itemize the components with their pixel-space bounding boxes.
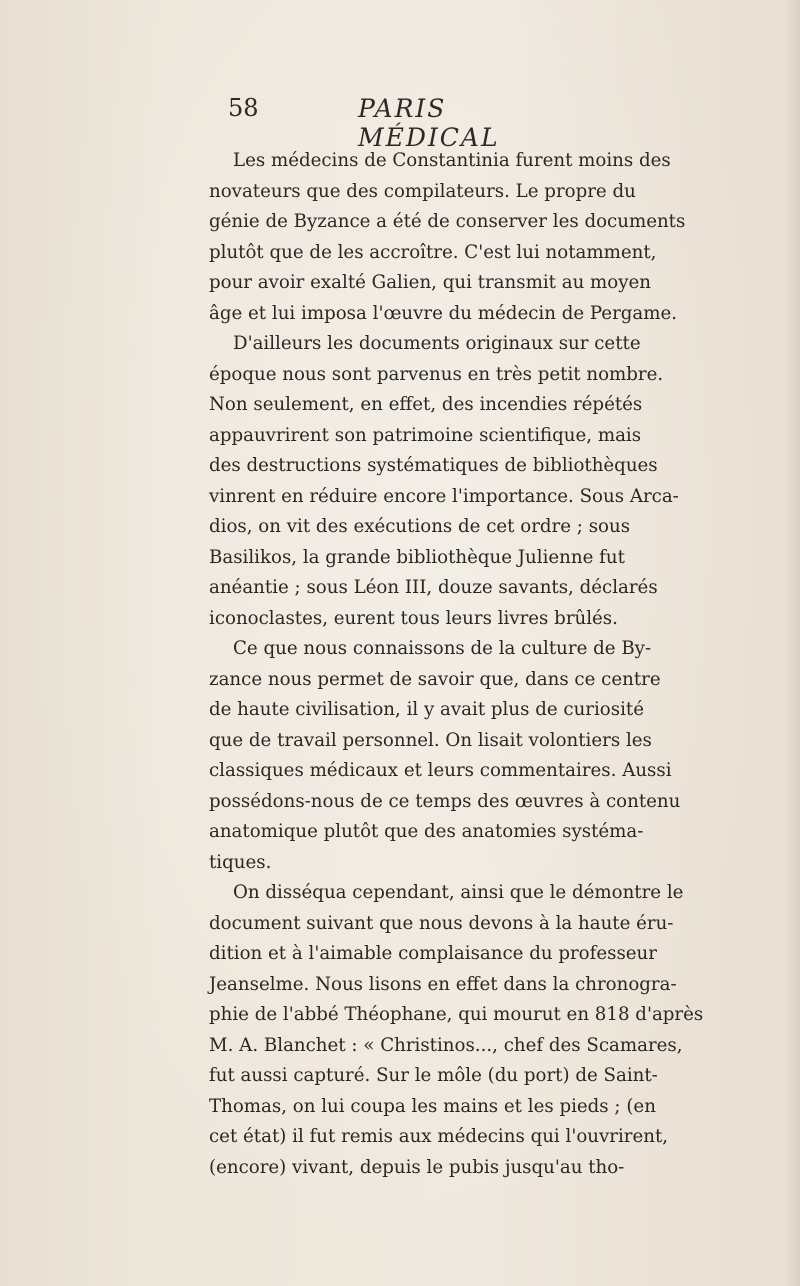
text-line: génie de Byzance a été de conserver les documents	[209, 211, 686, 232]
text-line: novateurs que des compilateurs. Le propre du	[209, 180, 636, 202]
text-line: dios, on vit des exécutions de cet ordre ; sous	[209, 516, 631, 537]
text-line: tiques.	[209, 851, 272, 873]
page-number: 58	[228, 94, 259, 122]
text-line: Basilikos, la grande bibliothèque Julienne fut	[209, 546, 625, 568]
running-head: PARIS MÉDICAL	[358, 94, 500, 152]
text-line: On disséqua cependant, ainsi que le démontre le	[233, 882, 684, 903]
text-line: classiques médicaux et leurs commentaires. Aussi	[209, 760, 672, 781]
text-line: pour avoir exalté Galien, qui transmit au moyen	[209, 272, 652, 293]
text-line: anatomique plutôt que des anatomies systéma-	[209, 821, 644, 842]
text-line: phie de l'abbé Théophane, qui mourut en 818 d'après	[209, 1004, 704, 1025]
text-line: appauvrirent son patrimoine scientifique, mais	[209, 424, 642, 446]
text-line: Jeanselme. Nous lisons en effet dans la chronogra-	[209, 973, 677, 995]
text-line: M. A. Blanchet : « Christinos..., chef des Scamares,	[209, 1034, 683, 1056]
text-line: âge et lui imposa l'œuvre du médecin de Pergame.	[209, 302, 678, 324]
text-line: D'ailleurs les documents originaux sur cette	[233, 333, 641, 354]
text-line: vinrent en réduire encore l'importance. Sous Arca-	[209, 485, 679, 507]
text-line: document suivant que nous devons à la haute éru-	[209, 912, 674, 934]
text-line: possédons-nous de ce temps des œuvres à contenu	[209, 790, 681, 812]
text-line: plutôt que de les accroître. C'est lui notamment,	[209, 241, 657, 263]
page-edge-shadow	[786, 0, 800, 1286]
text-line: fut aussi capturé. Sur le môle (du port) de Saint-	[209, 1065, 658, 1086]
text-line: Les médecins de Constantinia furent moins des	[233, 150, 671, 171]
text-line: Non seulement, en effet, des incendies répétés	[209, 394, 643, 415]
text-line: cet état) il fut remis aux médecins qui l'ouvrirent,	[209, 1126, 669, 1147]
text-line: dition et à l'aimable complaisance du professeur	[209, 943, 657, 964]
text-line: que de travail personnel. On lisait volontiers les	[209, 729, 652, 751]
text-line: (encore) vivant, depuis le pubis jusqu'au tho-	[209, 1156, 625, 1178]
text-line: anéantie ; sous Léon III, douze savants, déclarés	[209, 577, 658, 598]
text-line: Ce que nous connaissons de la culture de By-	[233, 638, 652, 659]
text-line: zance nous permet de savoir que, dans ce centre	[209, 668, 661, 690]
body-text	[209, 146, 704, 1183]
text-line: époque nous sont parvenus en très petit nombre.	[209, 363, 664, 385]
text-line: Thomas, on lui coupa les mains et les pieds ; (en	[209, 1095, 656, 1117]
text-line: de haute civilisation, il y avait plus de curiosité	[209, 699, 644, 720]
text-line: des destructions systématiques de bibliothèques	[209, 455, 658, 476]
text-line: iconoclastes, eurent tous leurs livres brûlés.	[209, 607, 618, 629]
page-header	[228, 94, 588, 152]
